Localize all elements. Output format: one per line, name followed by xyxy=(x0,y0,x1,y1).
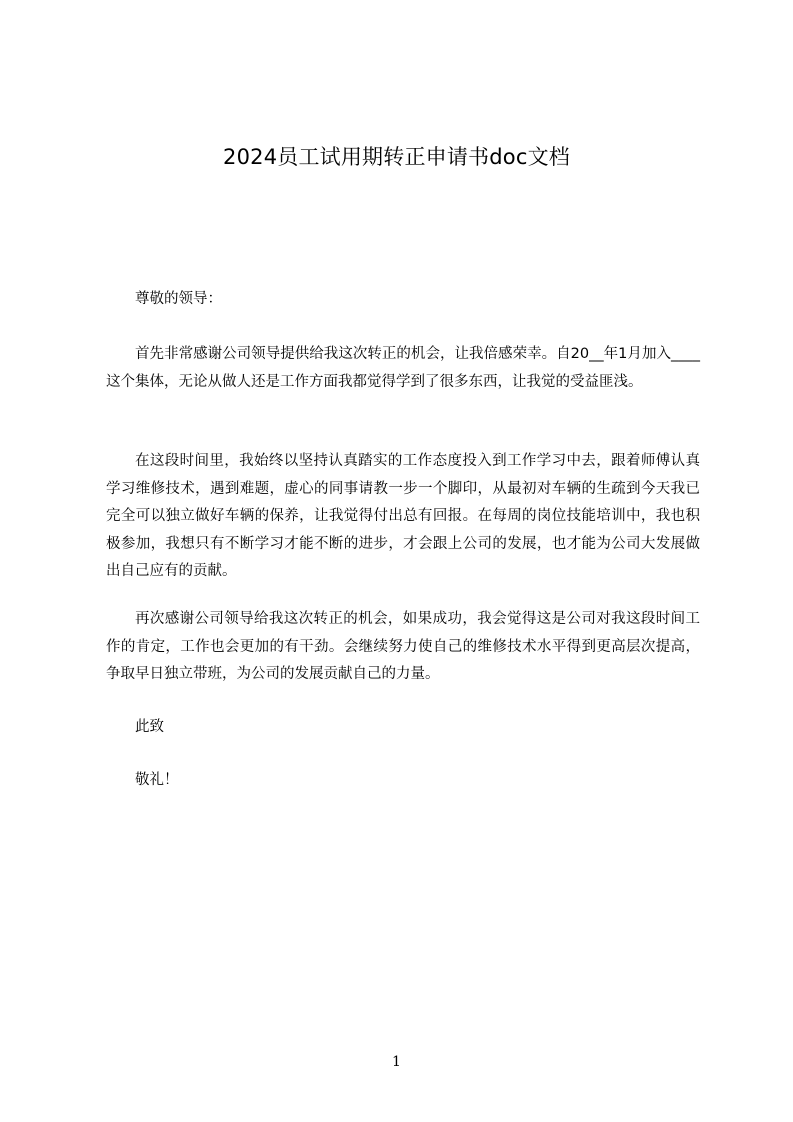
salutation: 尊敬的领导： xyxy=(135,291,222,307)
paragraph-2: 在这段时间里，我始终以坚持认真踏实的工作态度投入到工作学习中去，跟着师傅认真学习维修技术，遇到难题，虚心的同事请教一步一个脚印，从最初对车辆的生疏到今天我已完全可以独立做好车辆的保养，让我觉得付出总有回报。在每周的岗位技能培训中，我也积极参加，我想只有不断学习才能不断的进步，才会跟上公司的发展，也才能为公司大发展做出自己应有的贡献。 xyxy=(106,453,700,579)
paragraph-3: 再次感谢公司领导给我这次转正的机会，如果成功，我会觉得这是公司对我这段时间工作的肯定，工作也会更加的有干劲。会继续努力使自己的维修技术水平得到更高层次提高，争取早日独立带班，为公司的发展贡献自己的力量。 xyxy=(106,611,700,682)
page-title: 2024员工试用期转正申请书doc文档 xyxy=(223,145,570,169)
closing-line-2: 敬礼！ xyxy=(135,772,179,788)
page-number: 1 xyxy=(392,1054,401,1070)
paragraph-1: 首先非常感谢公司领导提供给我这次转正的机会，让我倍感荣幸。自20__年1月加入____这个集体，无论从做人还是工作方面我都觉得学到了很多东西，让我觉的受益匪浅。 xyxy=(106,346,700,390)
closing-line-1: 此致 xyxy=(135,719,164,735)
